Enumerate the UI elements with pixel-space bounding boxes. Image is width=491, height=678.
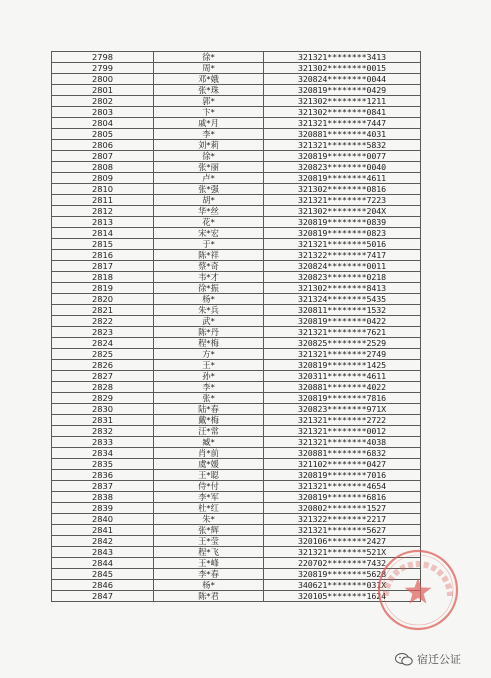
row-number: 2836 <box>52 470 154 481</box>
table-row <box>52 514 421 525</box>
row-number: 2831 <box>52 415 154 426</box>
id-number: 321321********7447 <box>264 118 421 129</box>
row-number: 2812 <box>52 206 154 217</box>
id-number: 321102********0427 <box>264 459 421 470</box>
table-row <box>52 503 421 514</box>
table-row <box>52 129 421 140</box>
id-number: 320823********0040 <box>264 162 421 173</box>
row-number: 2817 <box>52 261 154 272</box>
person-name: 刘*莉 <box>154 140 264 151</box>
person-name: 卢* <box>154 173 264 184</box>
row-number: 2842 <box>52 536 154 547</box>
id-number: 320881********4022 <box>264 382 421 393</box>
id-number: 320881********6832 <box>264 448 421 459</box>
table-row <box>52 52 421 63</box>
id-number: 320823********0218 <box>264 272 421 283</box>
table-row <box>52 74 421 85</box>
person-name: 戚*月 <box>154 118 264 129</box>
person-name: 郭* <box>154 96 264 107</box>
table-row <box>52 107 421 118</box>
table-row <box>52 195 421 206</box>
id-number: 321302********1211 <box>264 96 421 107</box>
id-number: 321302********204X <box>264 206 421 217</box>
table-row <box>52 448 421 459</box>
row-number: 2826 <box>52 360 154 371</box>
table-row <box>52 437 421 448</box>
row-number: 2814 <box>52 228 154 239</box>
table-row <box>52 470 421 481</box>
id-number: 320819********0823 <box>264 228 421 239</box>
table-row <box>52 536 421 547</box>
id-number: 320819********7816 <box>264 393 421 404</box>
table-row <box>52 459 421 470</box>
person-name: 杨* <box>154 294 264 305</box>
person-name: 李* <box>154 382 264 393</box>
row-number: 2844 <box>52 558 154 569</box>
person-name: 杜*红 <box>154 503 264 514</box>
table-row <box>52 569 421 580</box>
row-number: 2825 <box>52 349 154 360</box>
id-number: 320811********1532 <box>264 305 421 316</box>
table-row <box>52 85 421 96</box>
id-number: 321322********7417 <box>264 250 421 261</box>
wechat-watermark <box>395 651 461 667</box>
row-number: 2810 <box>52 184 154 195</box>
row-number: 2829 <box>52 393 154 404</box>
id-number: 220702********7432 <box>264 558 421 569</box>
id-number: 321321********2722 <box>264 415 421 426</box>
row-number: 2835 <box>52 459 154 470</box>
row-number: 2834 <box>52 448 154 459</box>
id-number: 320819********7016 <box>264 470 421 481</box>
row-number: 2800 <box>52 74 154 85</box>
id-number: 320105********1624 <box>264 591 421 602</box>
row-number: 2799 <box>52 63 154 74</box>
person-name: 周* <box>154 63 264 74</box>
person-name: 程*梅 <box>154 338 264 349</box>
table-row <box>52 173 421 184</box>
person-name: 王*聪 <box>154 470 264 481</box>
id-number: 320802********1527 <box>264 503 421 514</box>
person-name: 肖*前 <box>154 448 264 459</box>
person-name: 徐* <box>154 151 264 162</box>
table-row <box>52 305 421 316</box>
row-number: 2824 <box>52 338 154 349</box>
id-number: 320824********0011 <box>264 261 421 272</box>
row-number: 2815 <box>52 239 154 250</box>
row-number: 2828 <box>52 382 154 393</box>
id-number: 321321********2749 <box>264 349 421 360</box>
row-number: 2847 <box>52 591 154 602</box>
id-number: 320824********0044 <box>264 74 421 85</box>
person-name: 宋*宏 <box>154 228 264 239</box>
row-number: 2820 <box>52 294 154 305</box>
id-number: 321321********4654 <box>264 481 421 492</box>
table-row <box>52 360 421 371</box>
table-row <box>52 481 421 492</box>
id-number: 320825********2529 <box>264 338 421 349</box>
row-number: 2845 <box>52 569 154 580</box>
row-number: 2808 <box>52 162 154 173</box>
person-name: 蔡*奇 <box>154 261 264 272</box>
row-number: 2804 <box>52 118 154 129</box>
id-number: 320819********0839 <box>264 217 421 228</box>
id-number: 321302********8413 <box>264 283 421 294</box>
person-name: 李*军 <box>154 492 264 503</box>
id-number: 320311********4611 <box>264 371 421 382</box>
row-number: 2821 <box>52 305 154 316</box>
person-name: 张*辉 <box>154 525 264 536</box>
person-name: 汪*常 <box>154 426 264 437</box>
row-number: 2822 <box>52 316 154 327</box>
person-name: 王*莹 <box>154 536 264 547</box>
id-number: 320823********971X <box>264 404 421 415</box>
table-row <box>52 547 421 558</box>
person-name: 于* <box>154 239 264 250</box>
row-number: 2846 <box>52 580 154 591</box>
row-number: 2801 <box>52 85 154 96</box>
row-number: 2823 <box>52 327 154 338</box>
id-number: 320819********0429 <box>264 85 421 96</box>
table-row <box>52 327 421 338</box>
roster-table-body <box>52 52 421 602</box>
id-number: 320881********4031 <box>264 129 421 140</box>
id-number: 321302********0841 <box>264 107 421 118</box>
id-number: 321302********0015 <box>264 63 421 74</box>
id-number: 320819********5628 <box>264 569 421 580</box>
person-name: 戴*梅 <box>154 415 264 426</box>
table-row <box>52 338 421 349</box>
table-row <box>52 261 421 272</box>
row-number: 2809 <box>52 173 154 184</box>
row-number: 2806 <box>52 140 154 151</box>
table-row <box>52 349 421 360</box>
id-number: 320819********6816 <box>264 492 421 503</box>
person-name: 虞*媛 <box>154 459 264 470</box>
table-row <box>52 239 421 250</box>
person-name: 陈*丹 <box>154 327 264 338</box>
person-name: 陈*君 <box>154 591 264 602</box>
row-number: 2803 <box>52 107 154 118</box>
row-number: 2839 <box>52 503 154 514</box>
person-name: 卞* <box>154 107 264 118</box>
table-row <box>52 283 421 294</box>
person-name: 张* <box>154 393 264 404</box>
roster-table <box>51 51 421 602</box>
id-number: 321321********3413 <box>264 52 421 63</box>
wechat-icon <box>395 653 413 666</box>
person-name: 张*强 <box>154 184 264 195</box>
row-number: 2833 <box>52 437 154 448</box>
id-number: 321324********5435 <box>264 294 421 305</box>
row-number: 2841 <box>52 525 154 536</box>
row-number: 2840 <box>52 514 154 525</box>
row-number: 2837 <box>52 481 154 492</box>
row-number: 2830 <box>52 404 154 415</box>
id-number: 321302********0816 <box>264 184 421 195</box>
table-row <box>52 525 421 536</box>
id-number: 320819********4611 <box>264 173 421 184</box>
id-number: 320106********2427 <box>264 536 421 547</box>
person-name: 韦*才 <box>154 272 264 283</box>
person-name: 花* <box>154 217 264 228</box>
id-number: 321321********7621 <box>264 327 421 338</box>
person-name: 陈*祥 <box>154 250 264 261</box>
row-number: 2811 <box>52 195 154 206</box>
person-name: 李* <box>154 129 264 140</box>
person-name: 侍*付 <box>154 481 264 492</box>
table-row <box>52 272 421 283</box>
id-number: 320819********0422 <box>264 316 421 327</box>
person-name: 徐* <box>154 52 264 63</box>
table-row <box>52 184 421 195</box>
id-number: 321322********2217 <box>264 514 421 525</box>
id-number: 340621********031X <box>264 580 421 591</box>
row-number: 2816 <box>52 250 154 261</box>
table-row <box>52 382 421 393</box>
person-name: 张*丽 <box>154 162 264 173</box>
row-number: 2807 <box>52 151 154 162</box>
table-row <box>52 415 421 426</box>
table-row <box>52 580 421 591</box>
person-name: 臧* <box>154 437 264 448</box>
table-row <box>52 492 421 503</box>
id-number: 321321********0012 <box>264 426 421 437</box>
table-row <box>52 371 421 382</box>
table-row <box>52 294 421 305</box>
person-name: 华*丝 <box>154 206 264 217</box>
table-row <box>52 206 421 217</box>
table-row <box>52 96 421 107</box>
id-number: 321321********5627 <box>264 525 421 536</box>
table-row <box>52 558 421 569</box>
row-number: 2805 <box>52 129 154 140</box>
person-name: 邓*娥 <box>154 74 264 85</box>
row-number: 2813 <box>52 217 154 228</box>
table-row <box>52 217 421 228</box>
person-name: 徐*振 <box>154 283 264 294</box>
row-number: 2802 <box>52 96 154 107</box>
person-name: 王*峰 <box>154 558 264 569</box>
row-number: 2819 <box>52 283 154 294</box>
row-number: 2843 <box>52 547 154 558</box>
table-row <box>52 393 421 404</box>
table-row <box>52 140 421 151</box>
person-name: 陆*春 <box>154 404 264 415</box>
row-number: 2827 <box>52 371 154 382</box>
id-number: 320819********0077 <box>264 151 421 162</box>
row-number: 2818 <box>52 272 154 283</box>
id-number: 321321********7223 <box>264 195 421 206</box>
watermark-text: 宿迁公证 <box>417 653 461 666</box>
table-row <box>52 250 421 261</box>
person-name: 程*飞 <box>154 547 264 558</box>
table-row <box>52 151 421 162</box>
person-name: 方* <box>154 349 264 360</box>
person-name: 杨* <box>154 580 264 591</box>
table-row <box>52 162 421 173</box>
person-name: 王* <box>154 360 264 371</box>
row-number: 2832 <box>52 426 154 437</box>
table-row <box>52 118 421 129</box>
person-name: 武* <box>154 316 264 327</box>
person-name: 孙* <box>154 371 264 382</box>
person-name: 张*珠 <box>154 85 264 96</box>
person-name: 朱*兵 <box>154 305 264 316</box>
id-number: 320819********1425 <box>264 360 421 371</box>
person-name: 朱* <box>154 514 264 525</box>
table-row <box>52 426 421 437</box>
person-name: 李*春 <box>154 569 264 580</box>
row-number: 2798 <box>52 52 154 63</box>
table-row <box>52 63 421 74</box>
id-number: 321321********5016 <box>264 239 421 250</box>
table-row <box>52 316 421 327</box>
id-number: 321321********4038 <box>264 437 421 448</box>
table-row <box>52 591 421 602</box>
id-number: 321321********521X <box>264 547 421 558</box>
table-row <box>52 228 421 239</box>
id-number: 321321********5832 <box>264 140 421 151</box>
table-row <box>52 404 421 415</box>
row-number: 2838 <box>52 492 154 503</box>
person-name: 胡* <box>154 195 264 206</box>
